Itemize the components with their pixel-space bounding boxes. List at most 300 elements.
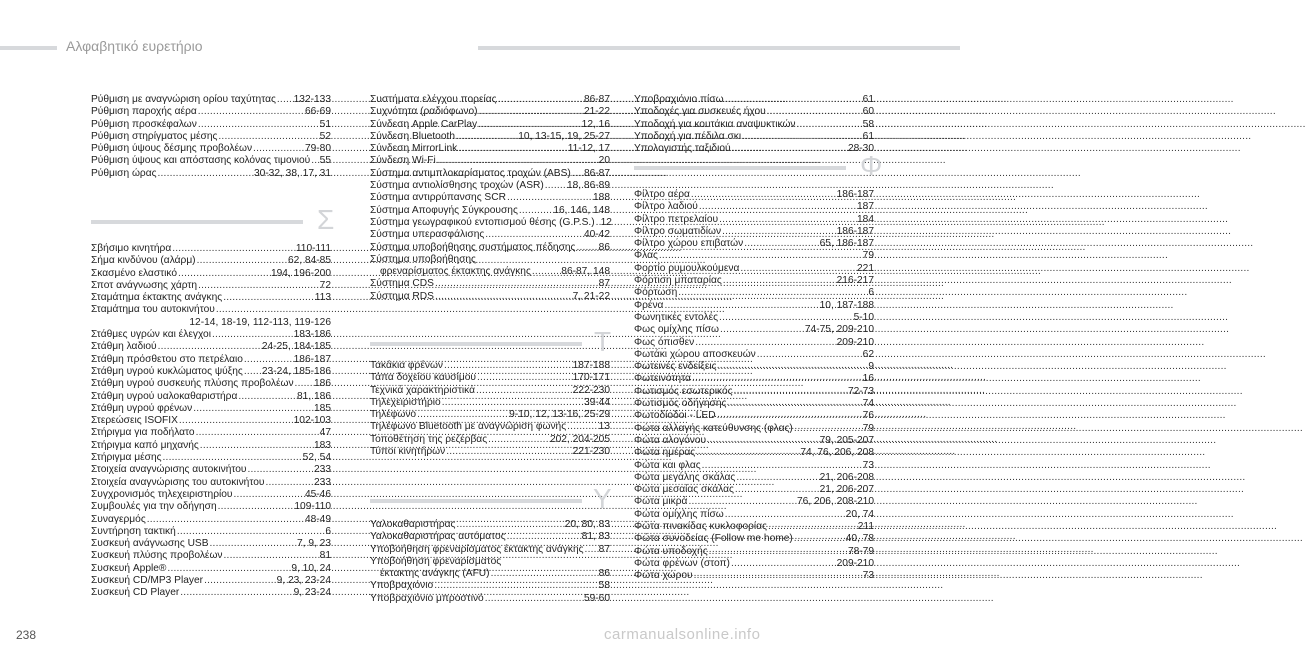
index-entry [91, 575, 331, 587]
index-entry-pages: 47 [319, 427, 331, 439]
index-entry [91, 106, 331, 118]
index-entry [370, 106, 610, 118]
index-entry [91, 403, 331, 415]
dot-leader [794, 423, 862, 435]
index-entry [370, 266, 610, 278]
index-entry-pages: 86 [598, 241, 610, 253]
section-letter: Υ [593, 483, 612, 514]
index-entry-term: Φίλτρο λαδιού [634, 201, 698, 213]
index-entry-term: Συσκευή CD Player [91, 587, 180, 599]
index-entry-pages: 7, 21-22 [572, 290, 610, 302]
section-letter: Φ [860, 150, 883, 181]
dot-leader [719, 214, 856, 226]
index-entry-pages: 30-32, 38, 17, 31 [253, 167, 331, 179]
index-entry [634, 398, 874, 410]
index-entry-pages: 39-44 [583, 396, 610, 408]
index-entry-term: Φώτα ομίχλης πίσω [634, 508, 724, 520]
index-entry [634, 287, 874, 299]
index-entry [370, 409, 610, 421]
index-entry [634, 337, 874, 349]
index-entry-term: Στάθμες υγρών και έλεγχοι [91, 329, 211, 341]
index-entry-pages: 81, 186 [297, 390, 331, 402]
index-entry [634, 214, 874, 226]
dot-leader [731, 558, 836, 570]
index-entry-pages: 60 [862, 106, 874, 118]
index-entry [91, 427, 331, 439]
index-entry [370, 446, 610, 458]
index-entry-term: Σύστημα υπερασφάλισης [370, 229, 485, 241]
index-entry [91, 354, 331, 366]
index-entry-pages: 20 [598, 155, 610, 167]
index-entry-term: Φώτα μικρά [634, 496, 688, 508]
index-entry-pages: 55 [319, 155, 331, 167]
index-entry [370, 143, 610, 155]
index-entry-term: Σταμάτημα έκτακτης ανάγκης [91, 292, 223, 304]
index-entry [370, 568, 610, 580]
index-entry-pages: 86-87 [583, 167, 610, 179]
index-entry-term: Υποδοχή για πέδιλα σκι [634, 130, 742, 142]
index-entry [634, 423, 874, 435]
index-entry-term: Ρύθμιση ύψους δέσμης προβολέων [91, 143, 253, 155]
index-entry-term: Συσκευή Apple® [91, 562, 167, 574]
index-entry-pages: 9-10, 12, 13-16, 25-29 [509, 409, 610, 421]
index-entry-term: Τηλεχειριστήριο [370, 396, 441, 408]
index-entry [91, 526, 331, 538]
index-entry-pages: 170-171 [572, 372, 610, 384]
dot-leader [147, 514, 304, 526]
section-divider-upsilon [370, 483, 618, 515]
index-entry-pages: 102-103 [293, 415, 331, 427]
index-entry [634, 131, 874, 143]
index-entry-pages: 58 [862, 118, 874, 130]
index-entry-term: Φως όπισθεν [634, 336, 695, 348]
index-entry-pages: 186-187 [293, 353, 331, 365]
dot-leader [437, 155, 598, 167]
index-entry [91, 341, 331, 353]
index-entry [91, 366, 331, 378]
index-entry-term: Φώτα ημέρας [634, 447, 696, 459]
dot-leader [218, 501, 294, 513]
index-entry [634, 570, 874, 582]
index-entry [91, 378, 331, 390]
index-entry-pages: 202, 204-205 [549, 433, 610, 445]
index-entry-term: Σύστημα CDS [370, 278, 434, 290]
section-divider-phi [634, 150, 882, 182]
dot-leader [707, 435, 818, 447]
index-entry [91, 415, 331, 427]
dot-leader [417, 409, 508, 421]
index-entry-term: Συσκευή CD/MP3 Player [91, 575, 204, 587]
index-entry-term: Σύνδεση Bluetooth [370, 130, 456, 142]
dot-leader [742, 131, 862, 143]
index-entry [634, 410, 874, 422]
index-entry-term: Σύστημα αντιολίσθησης τροχών (ASR) [370, 180, 544, 192]
index-entry-term: Στερεώσεις ISOFIX [91, 415, 178, 427]
index-entry-term: Σκασμένο ελαστικό [91, 267, 178, 279]
dot-leader [545, 180, 566, 192]
dot-leader [576, 242, 597, 254]
index-entry-pages: 221-230 [572, 446, 610, 458]
index-entry [634, 189, 874, 201]
divider-line [634, 166, 846, 170]
index-entry [91, 587, 331, 599]
index-entry [370, 119, 610, 131]
index-entry-pages: 74, 76, 206, 208 [800, 447, 874, 459]
index-entry-heading: Υποβοήθηση φρεναρίσματος [370, 555, 502, 567]
dot-leader [172, 243, 295, 255]
index-entry-term: Συγχρονισμός τηλεχειριστηρίου [91, 488, 233, 500]
dot-leader [456, 131, 517, 143]
index-column-3-top [634, 94, 874, 155]
index-entry-pages: 74 [862, 398, 874, 410]
index-entry [634, 484, 874, 496]
dot-leader [768, 521, 857, 533]
index-entry-pages: 81 [319, 550, 331, 562]
index-entry-heading: Σύστημα υποβοήθησης [370, 253, 476, 265]
dot-leader [507, 531, 581, 543]
index-column-1-top [91, 94, 331, 180]
index-entry-pages: 5-10 [853, 311, 874, 323]
index-entry-term: Φως ομίχλης πίσω [634, 324, 720, 336]
index-entry-pages: 74-75, 209-210 [804, 324, 874, 336]
index-entry-term: Φώτα μεγάλης σκάλας [634, 471, 736, 483]
page-title: Αλφαβητικό ευρετήριο [66, 38, 203, 54]
index-entry-term: Στάθμη υγρού φρένων [91, 402, 193, 414]
index-entry-pages: 73 [862, 570, 874, 582]
section-divider-sigma [91, 204, 339, 236]
index-entry-pages: 61 [862, 130, 874, 142]
dot-leader [691, 189, 836, 201]
section-letter: Τ [594, 326, 612, 357]
index-entry-pages: 185 [314, 402, 331, 414]
index-entry-term: Ρύθμιση με αναγνώριση ορίου ταχύτητας [91, 94, 276, 105]
index-entry-term: Φωτισμός οδήγησης [634, 398, 727, 410]
index-entry-pages: 186 [314, 378, 331, 390]
index-entry-term: έκτακτης ανάγκης (AFU) [380, 568, 490, 580]
dot-leader [491, 568, 598, 580]
index-entry [370, 131, 610, 143]
index-entry-pages: 40, 78 [845, 533, 874, 545]
index-entry-term: Στήριγμα μέσης [91, 452, 162, 464]
dot-leader [664, 300, 818, 312]
index-entry-term: Ρύθμιση προσκέφαλων [91, 118, 197, 130]
index-entry [91, 477, 331, 489]
index-entry-pages: 59-60 [583, 592, 610, 604]
index-entry-pages: 28-30 [847, 143, 874, 155]
index-entry-term: Στάθμη λαδιού [91, 341, 157, 353]
dot-leader [485, 593, 583, 605]
index-entry [91, 168, 331, 180]
dot-leader [234, 489, 304, 501]
index-entry [370, 217, 610, 229]
index-entry-term: Φόρτωση [634, 287, 678, 299]
dot-leader [177, 526, 325, 538]
dot-leader [735, 484, 819, 496]
index-entry-pages: 23-24, 185-186 [261, 365, 331, 377]
index-entry-pages: 216-217 [836, 275, 874, 287]
index-entry-term: Φώτα αλλαγής κατεύθυνσης (φλας) [634, 422, 793, 434]
dot-leader [702, 460, 862, 472]
index-entry-pages: 79 [862, 250, 874, 262]
index-entry [634, 373, 874, 385]
index-entry-pages: 186-187 [836, 225, 874, 237]
dot-leader [725, 509, 845, 521]
dot-leader [718, 361, 868, 373]
dot-leader [196, 427, 319, 439]
index-entry [370, 434, 610, 446]
index-entry-pages: 76, 206, 208-210 [796, 496, 874, 508]
index-entry-term: Σύστημα υποβοήθησης συστήματος πέδησης [370, 241, 576, 253]
index-entry-term: Στήριγμα καπό μηχανής [91, 439, 199, 451]
index-entry-term: Φωνητικές εντολές [634, 311, 719, 323]
index-entry-term: Συχνότητα (ραδιόφωνο) [370, 106, 478, 118]
index-entry [634, 521, 874, 533]
index-entry-term: Στάθμη υγρού υαλοκαθαριστήρα [91, 390, 238, 402]
index-entry-term: Ρύθμιση παροχής αέρα [91, 106, 197, 118]
dot-leader [434, 580, 597, 592]
index-entry-term: Στήριγμα για ποδήλατο [91, 427, 195, 439]
index-entry-term: Τοποθέτηση της ρεζέρβας [370, 433, 488, 445]
index-entry [370, 385, 610, 397]
index-entry-pages: 79, 205-207 [819, 434, 874, 446]
index-entry [370, 397, 610, 409]
index-entry-term: Υποδοχές για συσκευές ήχου [634, 106, 766, 118]
index-entry-pages: 45-46 [304, 488, 331, 500]
index-entry [370, 360, 610, 372]
index-entry [370, 593, 610, 605]
index-entry-pages: 183-186 [293, 329, 331, 341]
index-entry-pages: 24-25, 184-185 [261, 341, 331, 353]
index-entry-term: Φίλτρο αέρα [634, 189, 690, 200]
index-entry [91, 155, 331, 167]
index-entry-term: Φίλτρο χώρου επιβατών [634, 238, 744, 250]
index-entry-term: Στάθμη πρόσθετου στο πετρέλαιο [91, 353, 243, 365]
index-entry-pages: 9, 23, 23-24 [276, 575, 331, 587]
index-entry-term: Φίλτρο πετρελαίου [634, 213, 719, 225]
dot-leader [435, 278, 598, 290]
index-entry-term: Τηλέφωνο Bluetooth με αναγνώριση φωνής [370, 421, 567, 433]
index-entry [370, 94, 610, 106]
index-entry [634, 509, 874, 521]
index-entry-term: Σύστημα RDS [370, 290, 434, 302]
index-entry [91, 550, 331, 562]
index-entry-term: Σύστημα Αποφυγής Σύγκρουσης [370, 204, 518, 216]
dot-leader [224, 550, 319, 562]
dot-leader [244, 354, 293, 366]
dot-leader [456, 519, 563, 531]
dot-leader [476, 385, 572, 397]
index-entry-term: Σύνδεση Apple CarPlay [370, 118, 478, 130]
index-entry-pages: 78-79 [847, 545, 874, 557]
dot-leader [507, 192, 592, 204]
dot-leader [238, 391, 296, 403]
index-entry [370, 291, 610, 303]
dot-leader [212, 329, 293, 341]
index-entry [634, 324, 874, 336]
index-column-2-top [370, 94, 610, 303]
index-entry-pages: 65, 186-187 [819, 238, 874, 250]
dot-leader [180, 587, 292, 599]
dot-leader [519, 205, 552, 217]
index-entry-pages: 72 [319, 279, 331, 291]
index-entry-pages: 184 [857, 213, 874, 225]
index-entry-term: Φώτα φρένων (στοπ) [634, 557, 730, 569]
index-entry-term: Φώτα και φλας [634, 459, 701, 471]
index-entry-pages: 62 [862, 348, 874, 360]
index-entry-pages: 10, 187-188 [819, 299, 874, 311]
index-entry-pages: 66-69 [304, 106, 331, 118]
index-entry [634, 460, 874, 472]
index-entry [634, 106, 874, 118]
dot-leader [717, 410, 862, 422]
index-entry-pages: 6 [868, 287, 874, 299]
index-entry [634, 263, 874, 275]
dot-leader [709, 546, 847, 558]
index-entry [370, 180, 610, 192]
dot-leader [567, 421, 598, 433]
dot-leader [727, 398, 861, 410]
header-bar-right [478, 46, 960, 50]
index-entry-pages: 209-210 [836, 557, 874, 569]
index-entry-pages: 110-111 [295, 243, 331, 254]
dot-leader [485, 229, 583, 241]
index-entry-term: Φωτισμός εσωτερικός [634, 385, 733, 397]
index-entry [370, 168, 610, 180]
index-entry-term: Σύστημα γεωγραφικού εντοπισμού θέσης (G.P.S.) [370, 216, 595, 228]
index-entry-term: Φωτοδίοδοι - LED [634, 410, 716, 422]
dot-leader [198, 280, 319, 292]
index-entry [370, 155, 610, 167]
index-entry-pages: 13 [598, 421, 610, 433]
index-entry-pages: 76 [862, 410, 874, 422]
dot-leader [444, 360, 572, 372]
index-entry [91, 489, 331, 501]
index-entry [634, 447, 874, 459]
index-entry-pages: 209-210 [836, 336, 874, 348]
dot-leader [740, 263, 856, 275]
index-entry-term: Τάπα δοχείου καυσίμου [370, 372, 476, 384]
dot-leader [253, 143, 304, 155]
dot-leader [200, 440, 313, 452]
index-entry-continuation: 12-14, 18-19, 112-113, 119-126 [189, 316, 331, 328]
index-entry-pages: 40-42 [583, 229, 610, 241]
index-entry-term: Υποβραχιόνιο [370, 580, 434, 592]
index-entry-pages: 81, 83 [581, 531, 610, 543]
index-entry-term: Φλας [634, 250, 658, 262]
dot-leader [198, 119, 319, 131]
index-entry-term: Σήμα κινδύνου (αλάρμ) [91, 255, 196, 267]
index-entry [634, 275, 874, 287]
index-entry-pages: 87 [598, 278, 610, 290]
index-entry-term: Ρύθμιση ώρας [91, 167, 157, 179]
index-entry-pages: 18, 86-89 [566, 180, 610, 192]
index-entry-pages: 16, 146, 148 [553, 204, 610, 216]
index-entry-pages: 222-230 [572, 384, 610, 396]
index-entry-pages: 132-133 [293, 94, 331, 105]
index-entry [634, 546, 874, 558]
index-entry-term: Υποβραχιόνιο πίσω [634, 94, 724, 105]
dot-leader [692, 373, 862, 385]
index-entry-pages: 79-80 [304, 143, 331, 155]
index-entry-pages: 86-87 [583, 94, 610, 105]
divider-line [370, 342, 582, 346]
dot-leader [720, 324, 804, 336]
index-column-2-y [370, 519, 610, 605]
index-entry-pages: 188 [593, 192, 610, 204]
index-entry-pages: 58 [598, 580, 610, 592]
dot-leader [736, 472, 818, 484]
index-entry-term: Υαλοκαθαριστήρας αυτόματος [370, 531, 506, 543]
index-entry-term: Συμβουλές για την οδήγηση [91, 501, 217, 513]
index-entry-pages: 16 [862, 373, 874, 385]
dot-leader [757, 349, 862, 361]
index-entry-term: Φωτεινές ενδείξεις [634, 361, 717, 373]
dot-leader [277, 94, 293, 106]
dot-leader [488, 434, 549, 446]
index-entry-pages: 187-188 [572, 360, 610, 371]
index-entry-term: Υαλοκαθαριστήρας [370, 519, 456, 530]
dot-leader [719, 312, 853, 324]
dot-leader [216, 304, 330, 316]
dot-leader [696, 447, 799, 459]
index-entry-pages: 61 [862, 94, 874, 105]
index-entry [91, 304, 331, 316]
dot-leader [311, 155, 318, 167]
index-entry-term: Τακάκια φρένων [370, 360, 444, 371]
index-entry-pages: 113 [314, 292, 331, 304]
index-column-3-bottom [634, 189, 874, 583]
dot-leader [678, 287, 867, 299]
index-entry-pages: 9, 23-24 [293, 587, 331, 599]
index-entry-pages: 6 [325, 525, 331, 537]
index-entry-term: Συσκευή ανάγνωσης USB [91, 538, 209, 550]
index-entry [91, 329, 331, 341]
index-entry [634, 250, 874, 262]
dot-leader [794, 533, 845, 545]
dot-leader [218, 131, 318, 143]
index-entry-term: Φώτα υποδοχής [634, 545, 708, 557]
index-entry-term: Στάθμη υγρού κυκλώματος ψύξης [91, 365, 243, 377]
index-entry-term: Φώτα αλογόνου [634, 434, 707, 446]
index-entry-pages: 72-73 [847, 385, 874, 397]
index-entry [634, 533, 874, 545]
index-entry [634, 361, 874, 373]
index-entry [634, 119, 874, 131]
index-entry-term: Συντήρηση τακτική [91, 525, 176, 537]
dot-leader [295, 378, 313, 390]
index-entry-pages: 86-87, 148 [561, 266, 610, 278]
section-letter: Σ [317, 204, 335, 235]
index-entry-pages: 87 [598, 543, 610, 555]
dot-leader [572, 168, 583, 180]
index-entry-term: Συσκευή πλύσης προβολέων [91, 550, 223, 562]
index-entry [370, 519, 610, 531]
index-entry-term: Συναγερμός [91, 513, 146, 525]
index-entry [91, 464, 331, 476]
index-entry-pages: 12, 16 [581, 118, 610, 130]
index-entry [634, 94, 874, 106]
index-entry-term: Φωτάκι χώρου αποσκευών [634, 348, 756, 360]
index-entry [634, 226, 874, 238]
index-entry-pages: 233 [314, 476, 331, 488]
dot-leader [479, 106, 583, 118]
index-entry [91, 119, 331, 131]
index-entry [634, 558, 874, 570]
dot-leader [167, 563, 290, 575]
index-entry-term: Φώτα πινακίδας κυκλοφορίας [634, 521, 767, 533]
section-divider-tau [370, 326, 618, 358]
index-entry [370, 531, 610, 543]
